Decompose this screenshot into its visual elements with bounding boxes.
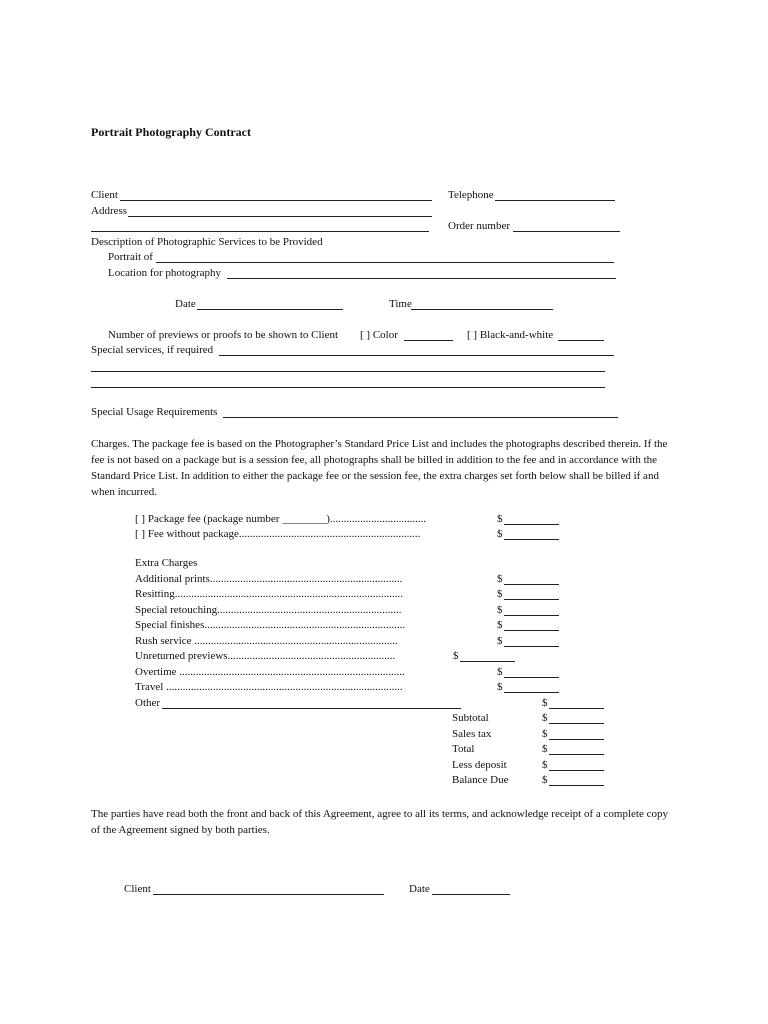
telephone-line[interactable] (495, 200, 615, 201)
agreement-paragraph: The parties have read both the front and back of this Agreement, agree to all its terms, and acknowledge receipt of a complete copy of the Agreement signed by both parties. (91, 808, 668, 836)
unreturned-previews-label: Unreturned previews............................................................. (135, 650, 396, 662)
overtime-label: Overtime .................................................................................. (135, 666, 405, 678)
unreturned-previews-amount-line[interactable] (460, 661, 515, 662)
no-package-fee-amount-line[interactable] (504, 539, 559, 540)
sales-tax-amount-line[interactable] (549, 739, 604, 740)
charges-paragraph: Charges. The package fee is based on the Photographer’s Standard Price List and includes the photographs described therein. If the fee is not based on a package but is a session fee, all photographs shall be billed in addition to the fee and in accordance with the Standard Price List. In addition to either the package fee or the session fee, the extra charges set forth below shall be billed if and when incurred. (91, 438, 668, 498)
location-label: Location for photography (108, 267, 222, 279)
currency-sign: $ (542, 697, 548, 709)
currency-sign: $ (497, 528, 503, 540)
currency-sign: $ (497, 573, 503, 585)
order-number-line[interactable] (513, 231, 620, 232)
client-label: Client (91, 189, 118, 201)
other-amount-line[interactable] (549, 708, 604, 709)
currency-sign: $ (542, 728, 548, 740)
no-package-fee-label: [ ] Fee without package.................................................................. (135, 528, 421, 540)
sales-tax-label: Sales tax (452, 728, 492, 740)
other-description-line[interactable] (162, 708, 461, 709)
currency-sign: $ (542, 774, 548, 786)
special-services-line[interactable] (219, 355, 614, 356)
special-services-line-2[interactable] (91, 371, 605, 372)
currency-sign: $ (453, 650, 459, 662)
color-checkbox[interactable]: [ ] Color (360, 329, 398, 341)
currency-sign: $ (497, 666, 503, 678)
description-heading: Description of Photographic Services to be Provided (91, 236, 323, 248)
special-services-line-3[interactable] (91, 387, 605, 388)
signature-client-line[interactable] (153, 894, 384, 895)
address-line-2[interactable] (91, 231, 429, 232)
bw-checkbox[interactable]: [ ] Black-and-white (467, 329, 554, 341)
currency-sign: $ (542, 743, 548, 755)
travel-label: Travel ...................................................................................... (135, 681, 403, 693)
subtotal-amount-line[interactable] (549, 723, 604, 724)
address-line[interactable] (128, 216, 432, 217)
subtotal-label: Subtotal (452, 712, 489, 724)
travel-amount-line[interactable] (504, 692, 559, 693)
signature-client-label: Client (124, 883, 151, 895)
less-deposit-amount-line[interactable] (549, 770, 604, 771)
balance-due-label: Balance Due (452, 774, 509, 786)
time-line[interactable] (411, 309, 553, 310)
package-fee-label: [ ] Package fee (package number ________)................................... (135, 513, 427, 525)
special-retouching-label: Special retouching................................................................... (135, 604, 402, 616)
document-title: Portrait Photography Contract (91, 125, 251, 139)
special-usage-line[interactable] (223, 417, 618, 418)
additional-prints-amount-line[interactable] (504, 584, 559, 585)
currency-sign: $ (497, 681, 503, 693)
signature-date-line[interactable] (432, 894, 510, 895)
special-finishes-label: Special finishes......................................................................... (135, 619, 406, 631)
currency-sign: $ (497, 513, 503, 525)
less-deposit-label: Less deposit (452, 759, 507, 771)
currency-sign: $ (497, 635, 503, 647)
telephone-label: Telephone (448, 189, 494, 201)
bw-line[interactable] (558, 340, 604, 341)
rush-service-label: Rush service .......................................................................... (135, 635, 398, 647)
special-usage-label: Special Usage Requirements (91, 406, 218, 418)
total-label: Total (452, 743, 475, 755)
color-line[interactable] (404, 340, 453, 341)
additional-prints-label: Additional prints...................................................................... (135, 573, 403, 585)
time-label: Time (389, 298, 412, 310)
currency-sign: $ (497, 619, 503, 631)
order-number-label: Order number (448, 220, 511, 232)
extra-charges-heading: Extra Charges (135, 557, 198, 569)
currency-sign: $ (497, 588, 503, 600)
special-retouching-amount-line[interactable] (504, 615, 559, 616)
package-fee-amount-line[interactable] (504, 524, 559, 525)
balance-due-amount-line[interactable] (549, 785, 604, 786)
currency-sign: $ (542, 712, 548, 724)
currency-sign: $ (497, 604, 503, 616)
previews-label: Number of previews or proofs to be shown to Client (108, 329, 339, 341)
other-label: Other (135, 697, 161, 709)
portrait-of-line[interactable] (156, 262, 614, 263)
overtime-amount-line[interactable] (504, 677, 559, 678)
resitting-amount-line[interactable] (504, 599, 559, 600)
portrait-of-label: Portrait of (108, 251, 153, 263)
client-line[interactable] (120, 200, 432, 201)
signature-date-label: Date (409, 883, 430, 895)
total-amount-line[interactable] (549, 754, 604, 755)
resitting-label: Resitting................................................................................... (135, 588, 403, 600)
location-line[interactable] (227, 278, 616, 279)
date-label: Date (175, 298, 196, 310)
special-services-label: Special services, if required (91, 344, 214, 356)
special-finishes-amount-line[interactable] (504, 630, 559, 631)
currency-sign: $ (542, 759, 548, 771)
rush-service-amount-line[interactable] (504, 646, 559, 647)
date-line[interactable] (197, 309, 343, 310)
address-label: Address (91, 205, 128, 217)
